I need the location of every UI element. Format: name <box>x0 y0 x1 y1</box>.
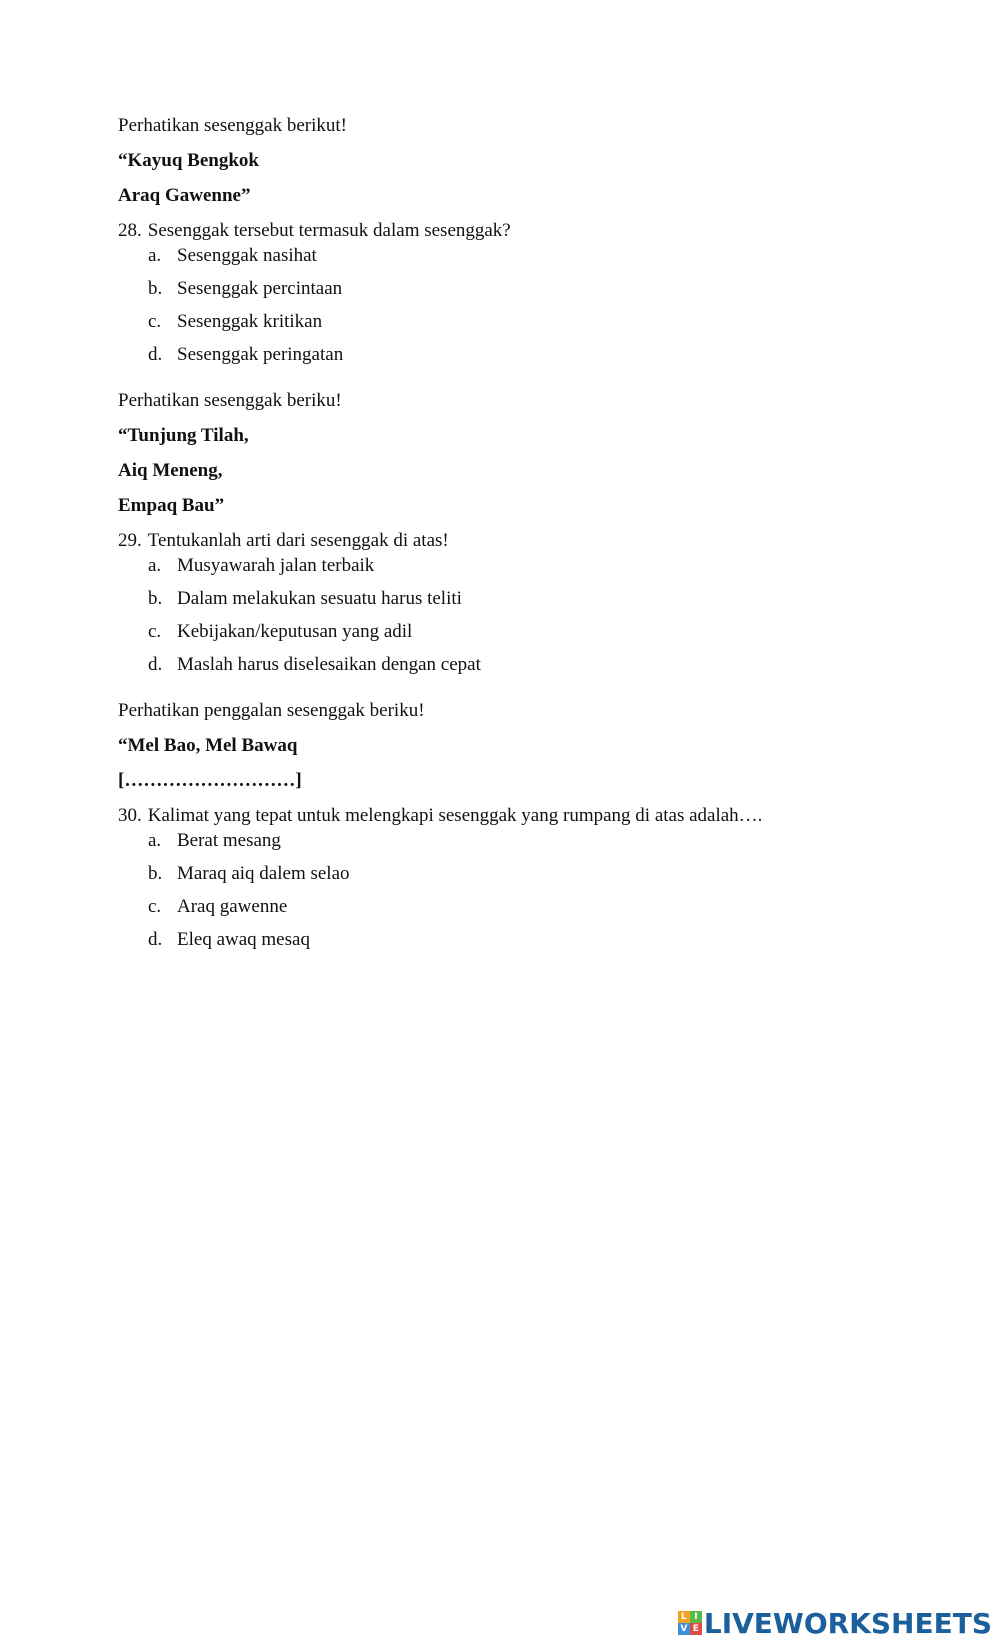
answer-option-a[interactable] <box>148 831 918 850</box>
option-letter: c. <box>148 896 162 917</box>
answer-option-a[interactable] <box>148 556 918 575</box>
option-letter: a. <box>148 555 162 576</box>
answer-option-d[interactable] <box>148 345 918 364</box>
option-text: Musyawarah jalan terbaik <box>177 555 375 576</box>
question-29 <box>118 531 918 550</box>
question-text: Kalimat yang tepat untuk melengkapi sesenggak yang rumpang di atas adalah…. <box>147 805 763 826</box>
answer-option-c[interactable] <box>148 897 918 916</box>
option-letter: a. <box>148 245 162 266</box>
poem-line: Empaq Bau” <box>118 495 225 516</box>
logo-letter: I <box>690 1611 702 1623</box>
brand-name: LIVEWORKSHEETS <box>703 1606 992 1640</box>
option-text: Dalam melakukan sesuatu harus teliti <box>177 588 462 609</box>
poem-line: “Mel Bao, Mel Bawaq <box>118 735 298 756</box>
option-text: Maraq aiq dalem selao <box>177 863 350 884</box>
poem-line: Araq Gawenne” <box>118 185 251 206</box>
answer-option-b[interactable] <box>148 279 918 298</box>
answer-option-b[interactable] <box>148 589 918 608</box>
option-text: Kebijakan/keputusan yang adil <box>177 621 413 642</box>
option-letter: d. <box>148 344 163 365</box>
logo-letter: E <box>690 1623 702 1635</box>
option-text: Maslah harus diselesaikan dengan cepat <box>177 654 481 675</box>
answer-options <box>118 246 918 364</box>
answer-option-b[interactable] <box>148 864 918 883</box>
logo-letter: L <box>678 1611 690 1623</box>
question-text: Sesenggak tersebut termasuk dalam sesenggak? <box>147 220 511 241</box>
option-text: Sesenggak kritikan <box>177 311 323 332</box>
answer-option-d[interactable] <box>148 930 918 949</box>
question-number: 29. <box>118 530 142 551</box>
worksheet-page <box>118 116 918 976</box>
question-number: 28. <box>118 220 142 241</box>
poem-line: [………………………] <box>118 770 302 791</box>
answer-option-d[interactable] <box>148 655 918 674</box>
poem-line: Aiq Meneng, <box>118 460 223 481</box>
option-letter: d. <box>148 929 163 950</box>
option-text: Berat mesang <box>177 830 281 851</box>
answer-options <box>118 831 918 949</box>
answer-options <box>118 556 918 674</box>
option-letter: d. <box>148 654 163 675</box>
option-letter: b. <box>148 588 163 609</box>
question-number: 30. <box>118 805 142 826</box>
answer-option-a[interactable] <box>148 246 918 265</box>
question-text: Tentukanlah arti dari sesenggak di atas! <box>147 530 449 551</box>
option-text: Sesenggak nasihat <box>177 245 317 266</box>
option-letter: a. <box>148 830 162 851</box>
liveworksheets-logo-icon <box>678 1611 702 1635</box>
logo-letter: V <box>678 1623 690 1635</box>
option-text: Eleq awaq mesaq <box>177 929 310 950</box>
poem-line: “Tunjung Tilah, <box>118 425 249 446</box>
section-intro: Perhatikan sesenggak beriku! <box>118 390 342 411</box>
question-28 <box>118 221 918 240</box>
option-letter: b. <box>148 278 163 299</box>
liveworksheets-brand <box>678 1607 992 1639</box>
option-letter: c. <box>148 311 162 332</box>
answer-option-c[interactable] <box>148 312 918 331</box>
section-intro: Perhatikan sesenggak berikut! <box>118 115 347 136</box>
option-text: Sesenggak peringatan <box>177 344 344 365</box>
section-intro: Perhatikan penggalan sesenggak beriku! <box>118 700 425 721</box>
section-28 <box>118 116 918 364</box>
option-letter: b. <box>148 863 163 884</box>
question-30 <box>118 806 918 825</box>
option-letter: c. <box>148 621 162 642</box>
section-30 <box>118 701 918 949</box>
poem-line: “Kayuq Bengkok <box>118 150 259 171</box>
option-text: Sesenggak percintaan <box>177 278 343 299</box>
option-text: Araq gawenne <box>177 896 288 917</box>
answer-option-c[interactable] <box>148 622 918 641</box>
section-29 <box>118 391 918 674</box>
